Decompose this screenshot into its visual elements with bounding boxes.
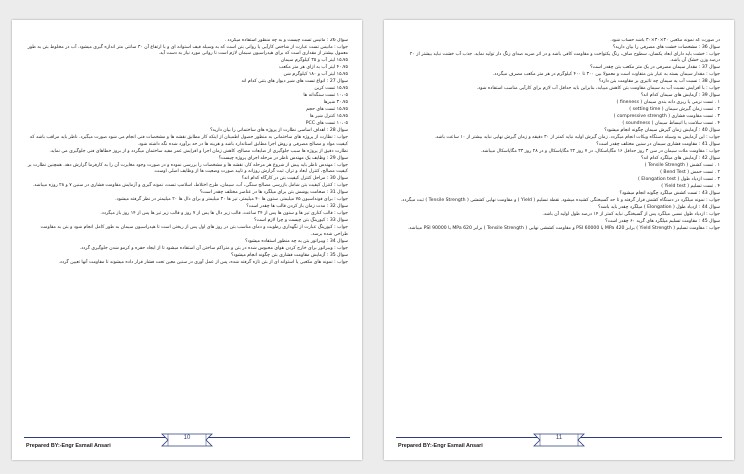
paragraph: جواب : برای فونداسیون ۷۵ میلیمتر، ستون ها ۴۰ میلیمتر، تیر ها ۳۰ میلیمتر و برای دال ها ۲۰ میلیمتر در نظر گرفته میشود. — [115, 197, 348, 203]
author-credit: Prepared BY:-Engr Esmail Ansari — [398, 443, 483, 449]
page-number-badge — [532, 432, 586, 448]
paragraph: سوال 40 : آزمایش زمان گیرش سیمان چگونه انجام میشود؟ — [604, 128, 720, 134]
paragraph: ۱۰،۰۵ تست های PCC — [305, 121, 348, 127]
document-page-right — [384, 20, 734, 460]
paragraph: جواب : مانیس تست عبارت از شاخص کارآیی یا روانی بتن است که به وسیله قیف استوانه ای و با ارتفاع آن ۳۰ سانتی متر اندازه گیری میشود. آب در مخلوط بتن به طور معمول بیشتر از مقداری است که برای هیدراسیون سیمان لازم است تا روانی مورد نیاز به دست آید. — [27, 45, 348, 57]
paragraph: ۳ . تست ازدیاد طول ( Elongation test ) — [638, 177, 720, 183]
page-number: 10 — [183, 435, 191, 441]
paragraph: سوال 30 : مراحل کنترل کیفیت بتن در کارگاه کدام اند؟ — [241, 176, 348, 182]
paragraph: ۱ . تست کشش ( Tensile Strength ) — [644, 163, 720, 169]
paragraph: ۱۵،۷۵ تست کربن — [314, 86, 348, 92]
paragraph: سوال 32 : مدت زمان باز کردن قالب ها چقدر است؟ — [246, 204, 348, 210]
paragraph: جواب : نمونه میلگرد در دستگاه کشش قرار گرفته و تا حد گسیختگی کشیده میشود. نقطه تسلیم ( Yield ) و مقاومت نهایی کششی ( Tensile Strength ) ثبت میگردد. — [400, 198, 720, 204]
paragraph: سوال 39 : آزمایش های سیمان کدام اند؟ — [640, 93, 720, 99]
paragraph: سوال 27 : انواع تست های شیر دیوار های بتنی کدام اند — [241, 79, 348, 85]
paragraph: ۳۰،۷۵ شیرها — [323, 100, 348, 106]
paragraph: جواب : نمونه های مکعبی یا استوانه ای از بتن تازه گرفته شده، پس از عمل آوری در سنین معین تحت فشار قرار داده میشوند تا مقاومت آنها تعیین گردد. — [58, 259, 348, 265]
paragraph: نظارت دقیق از پروژه ها سبب جلوگیری از ضایعات مصالح، کاهش زمان اجرا و افزایش عمر مفید ساختمان میگردد و از بروز خطاهای فنی جلوگیری می نماید. — [49, 148, 348, 154]
paragraph: سوال 37 : مقدار سیمان مصرفی در یک متر مکعب بتن چقدر است؟ — [590, 65, 720, 71]
paragraph: سوال 36 : مشخصات خشت های مصرفی را بیان دارید؟ — [612, 45, 720, 50]
paragraph: ۲ . تست زمان گیرش سیمان ( setting time ) — [629, 107, 720, 113]
paragraph: جواب : کیورینگ عبارت از نگهداری رطوبت و دمای مناسب بتن در روز های اول پس از ریختن است تا هیدراسیون سیمان به طور کامل انجام شود و بتن به مقاومت طراحی شده برسد. — [40, 225, 348, 237]
paragraph: سوال 38 : نسبت آب به سیمان چه تاثیری بر مقاومت بتن دارد؟ — [598, 79, 720, 85]
paragraph: سوال 42 : آزمایش های میلگرد کدام اند؟ — [641, 156, 720, 162]
paragraph: ۱۵،۷۵ تست های حجم — [306, 107, 348, 113]
paragraph: ۴ . تست سلامت یا انبساط سیمان ( soundness ) — [622, 121, 720, 127]
page-number: 11 — [555, 435, 563, 441]
paragraph: ۱ . تست نرمی یا ریزی دانه بندی سیمان ( fineness ) — [616, 100, 720, 106]
paragraph: ۴۰،۷۵ لیتر آب به ازای هر متر مکعب — [278, 65, 348, 71]
paragraph: ۱۰،۰۵ تست سنگدانه ها — [303, 93, 348, 99]
paragraph: جواب : مهندس ناظر باید پیش از شروع هر مرحله کار، نقشه ها و مشخصات را بررسی نموده و در صورت وجود مغایرت آن را به کارفرما گزارش دهد. همچنین نظارت بر کیفیت مصالح، کنترل ابعاد و تراز، ثبت گزارش روزانه و تایید صورت وضعیت ها از وظایف اصلی اوست. — [27, 162, 348, 175]
paragraph: جواب : این آزمایش به وسیله دستگاه ویکات انجام میگردد. زمان گیرش اولیه نباید کمتر از ۳۰ دقیقه و زمان گیرش نهایی نباید بیشتر از ۱۰ ساعت باشد. — [434, 135, 720, 141]
page-footer — [12, 432, 362, 454]
paragraph: سوال 31 : ضخامت پوشش بتن برای میلگرد ها در عناصر مختلف چقدر است؟ — [199, 190, 348, 196]
author-credit: Prepared BY:-Engr Esmail Ansari — [26, 443, 111, 449]
paragraph: سوال 41 : مقاومت فشاری سیمان در سنین مختلف چقدر است؟ — [596, 142, 720, 148]
paragraph: سوال 28 : اهداف اساسی نظارت از پروژه های ساختمانی را بیان دارید؟ — [210, 128, 348, 134]
page-text — [26, 38, 348, 426]
paragraph: سوال 44 : ازدیاد طول ( Elongation ) میلگرد چقدر باید باشد؟ — [598, 205, 720, 211]
document-page-left — [12, 20, 362, 460]
paragraph: در صورت که نمونه مکعبی ۳۰×۳۰×۳۰ باشد حساب شود. — [610, 38, 720, 43]
paragraph: جواب : ازدیاد طول نسبی میلگرد پس از گسیختگی نباید کمتر از ۱۴ درصد طول اولیه آن باشد. — [542, 212, 720, 218]
paragraph: ۴ . تست تسلیم ( Yield test ) — [661, 184, 720, 190]
paragraph: سوال 35 : آزمایش مقاومت فشاری بتن چگونه انجام میشود؟ — [231, 252, 348, 258]
paragraph: جواب : مقدار سیمان بسته به عیار بتن متفاوت است و معمولا بین ۳۰۰ تا ۴۰۰ کیلوگرم در هر متر مکعب مصرف میگردد. — [492, 72, 720, 78]
paragraph: جواب : قالب کناری تیر ها و ستون ها پس از ۲۴ ساعت، قالب زیر دال ها پس از ۷ روز و قالب زیر تیر ها پس از ۱۴ روز باز میگردد. — [100, 211, 348, 217]
paragraph: جواب : نظارت از پروژه های ساختمانی به منظور حصول اطمینان از اینکه کار مطابق نقشه ها و مشخصات فنی انجام می شود صورت میگیرد. ناظر باید مراقب باشد که کیفیت مواد و مصالح مصرفی و روش اجرا مطابق استاندارد باشد و هزینه ها در حد برآورد شده نگه داشته شود. — [29, 135, 348, 147]
paragraph: جواب : با افزایش نسبت آب به سیمان مقاومت بتن کاهش مییابد، بنابراین باید حداقل آب لازم برای کارآیی مناسب استفاده شود. — [476, 86, 720, 92]
paragraph: جواب : کنترل کیفیت بتن شامل بازرسی مصالح سنگی، آب، سیمان، طرح اختلاط، اسلامپ تست، نمونه گیری و آزمایش مقاومت فشاری در سنین ۷ و ۲۸ روزه میباشد. — [32, 183, 348, 189]
paragraph: جواب : مقاومت ملات سیمان در سن ۳ روز حداقل ۱۶ مگاپاسکال، در ۷ روز ۲۲ مگاپاسکال و در ۲۸ روز ۳۳ مگاپاسکال میباشد. — [480, 149, 720, 155]
paragraph: سوال 26 : مانیس تست چیست و به چه منظور استفاده میگردد . — [224, 38, 348, 43]
paragraph: سوال 43 : تست کشش میلگرد چگونه انجام میشود؟ — [619, 191, 720, 197]
paragraph: سوال 45 : مقاومت تسلیم میلگرد های گرید ۶۰ چقدر است؟ — [605, 219, 720, 225]
paragraph: جواب : مقاومت تسلیم ( Yield Strength ) برابر 420 MPa یا 60000 PSI و مقاومت کششی نهایی ( Tensile Strength ) برابر 620 MPa یا 90000 PSI میباشد. — [407, 226, 720, 232]
paragraph: سوال 29 : وظایف یک مهندس ناظر در مرحله اجرای پروژه چیست؟ — [218, 155, 348, 161]
paragraph: ۲ . تست خمش ( Bend Test ) — [660, 170, 720, 176]
paragraph: ۱۵،۷۵ لیتر آب و ۱۸۰ کیلوگرم شن — [283, 72, 348, 78]
paragraph: سوال 34 : ویبراتور بتن به چه منظور استفاده میشود؟ — [245, 238, 348, 244]
paragraph: ۱۵،۷۵ کنترل شیر ها — [309, 114, 348, 120]
paragraph: جواب : خشت باید دارای ابعاد یکسان، سطوح صاف، رنگ یکنواخت و مقاومت کافی باشد و در اثر ضربه صدای زنگ دار تولید نماید. جذب آب خشت نباید بیشتر از ۲۰ درصد وزن خشک آن باشد. — [409, 52, 720, 64]
page-number-badge — [160, 432, 214, 448]
page-text — [398, 38, 720, 426]
page-footer — [384, 432, 734, 454]
paragraph: سوال 33 : کیورینگ بتن چیست و چرا لازم است؟ — [254, 218, 348, 224]
paragraph: جواب : ویبراتور برای خارج کردن هوای محبوس شده در بتن و متراکم ساختن آن استفاده میشود تا از ایجاد حفره و کرمو شدن جلوگیری گردد. — [79, 245, 348, 251]
paragraph: ۳ . تست مقاومت فشاری ( compressive strength ) — [613, 114, 720, 120]
paragraph: ۱۵،۷۵ لیتر آب و ۳۵ کیلوگرم سیمان — [280, 58, 348, 64]
